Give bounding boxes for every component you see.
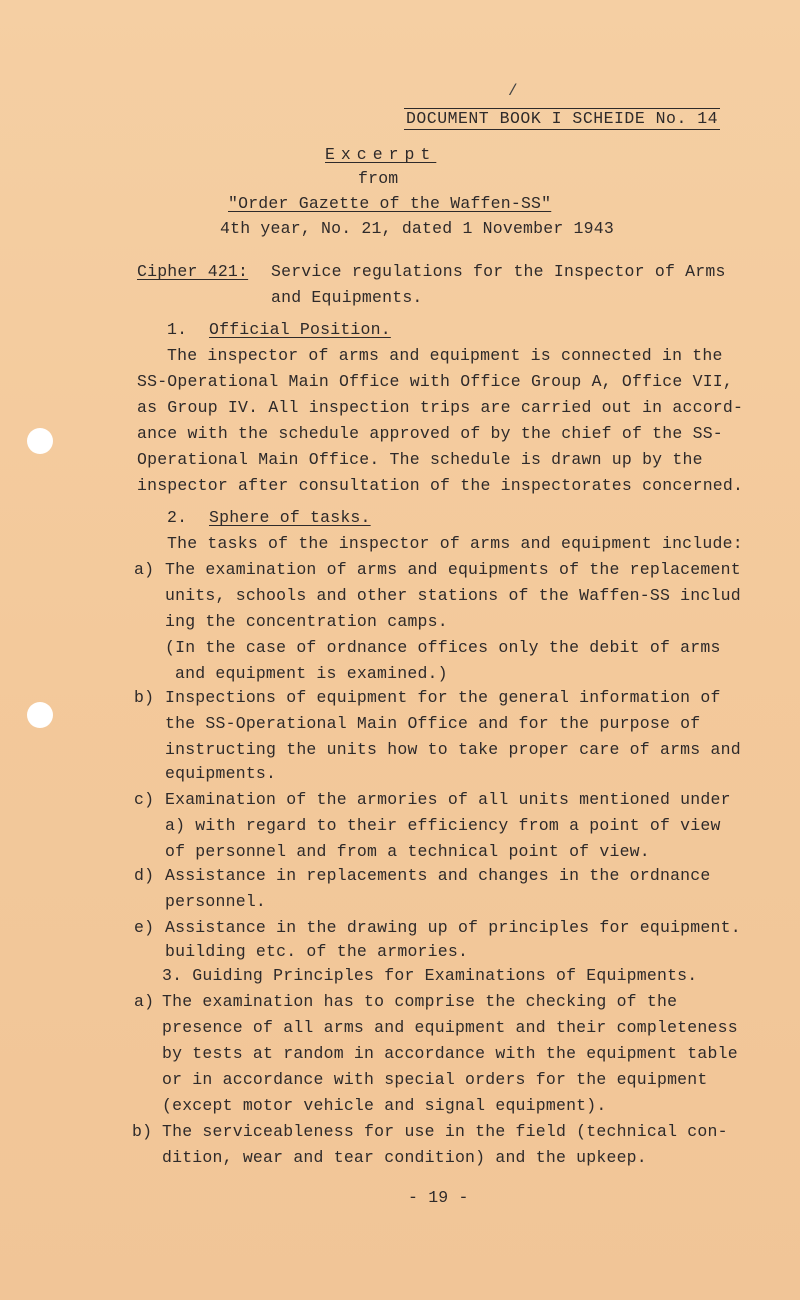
item-marker-d: d): [134, 866, 155, 885]
section-3-a-line: presence of all arms and equipment and their completeness: [162, 1018, 738, 1037]
section-3-a-line: or in accordance with special orders for the equipment: [162, 1070, 708, 1089]
section-1-number: 1.: [167, 320, 188, 339]
item-a-line: and equipment is examined.): [175, 664, 448, 683]
section-3-a-line: The examination has to comprise the checking of the: [162, 992, 678, 1011]
section-3-a-line: (except motor vehicle and signal equipment).: [162, 1096, 607, 1115]
item-c-line: a) with regard to their efficiency from a point of view: [165, 816, 721, 835]
section-3-marker-b: b): [132, 1122, 153, 1141]
item-d-line: personnel.: [165, 892, 267, 911]
section-2-intro: The tasks of the inspector of arms and equipment include:: [167, 534, 743, 553]
gazette-issue: 4th year, No. 21, dated 1 November 1943: [220, 219, 614, 238]
section-1-line: Operational Main Office. The schedule is drawn up by the: [137, 450, 703, 469]
item-d-line: Assistance in replacements and changes in the ordnance: [165, 866, 711, 885]
section-1-heading: Official Position.: [209, 320, 391, 339]
section-3-b-line: dition, wear and tear condition) and the upkeep.: [162, 1148, 647, 1167]
section-1-line: ance with the schedule approved of by the chief of the SS-: [137, 424, 723, 443]
excerpt-title: Excerpt: [325, 145, 437, 164]
item-b-line: equipments.: [165, 764, 277, 783]
cipher-label: Cipher 421:: [137, 262, 249, 281]
section-2-heading: Sphere of tasks.: [209, 508, 371, 527]
item-marker-e: e): [134, 918, 155, 937]
pen-mark: /: [508, 82, 518, 100]
section-1-line: The inspector of arms and equipment is connected in the: [167, 346, 723, 365]
item-marker-b: b): [134, 688, 155, 707]
section-1-line: as Group IV. All inspection trips are carried out in accord-: [137, 398, 744, 417]
punch-hole-bottom: [27, 702, 53, 728]
item-c-line: of personnel and from a technical point of view.: [165, 842, 650, 861]
item-e-line: building etc. of the armories.: [165, 942, 469, 961]
item-marker-c: c): [134, 790, 155, 809]
item-b-line: Inspections of equipment for the general information of: [165, 688, 721, 707]
punch-hole-top: [27, 428, 53, 454]
item-b-line: the SS-Operational Main Office and for the purpose of: [165, 714, 701, 733]
item-e-line: Assistance in the drawing up of principles for equipment.: [165, 918, 741, 937]
document-reference: DOCUMENT BOOK I SCHEIDE No. 14: [406, 109, 719, 128]
item-c-line: Examination of the armories of all units mentioned under: [165, 790, 731, 809]
cipher-subject-2: and Equipments.: [271, 288, 423, 307]
item-a-line: (In the case of ordnance offices only the debit of arms: [165, 638, 721, 657]
item-a-line: units, schools and other stations of the Waffen-SS includ: [165, 586, 741, 605]
cipher-subject-1: Service regulations for the Inspector of Arms: [271, 262, 726, 281]
section-2-number: 2.: [167, 508, 188, 527]
section-3-b-line: The serviceableness for use in the field (technical con-: [162, 1122, 728, 1141]
item-a-line: The examination of arms and equipments of the replacement: [165, 560, 741, 579]
section-3-marker-a: a): [134, 992, 155, 1011]
item-marker-a: a): [134, 560, 155, 579]
item-b-line: instructing the units how to take proper care of arms and: [165, 740, 741, 759]
from-label: from: [358, 169, 399, 188]
page-number: - 19 -: [408, 1188, 469, 1207]
item-a-line: ing the concentration camps.: [165, 612, 448, 631]
section-3-heading: 3. Guiding Principles for Examinations of Equipments.: [162, 966, 698, 985]
section-1-line: inspector after consultation of the inspectorates concerned.: [137, 476, 744, 495]
section-3-a-line: by tests at random in accordance with the equipment table: [162, 1044, 738, 1063]
section-1-line: SS-Operational Main Office with Office Group A, Office VII,: [137, 372, 733, 391]
gazette-title: "Order Gazette of the Waffen-SS": [228, 194, 552, 213]
